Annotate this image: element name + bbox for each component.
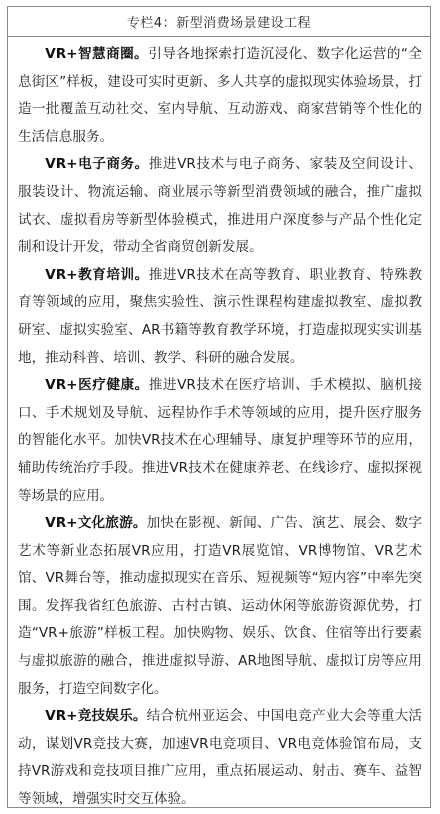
section-body: 推进VR技术与电子商务、家装及空间设计、服装设计、物流运输、商业展示等新型消费领域的融合，推广虚拟试衣、虚拟看房等新型体验模式，推进用户深度参与产品个性化定制和设计开发，带动全省商贸创新发展。 (18, 156, 422, 256)
section-body: 结合杭州亚运会、中国电竞产业大会等重大活动，谋划VR竞技大赛，加速VR电竞项目、VR电竞体验馆布局，支持VR游戏和竞技项目推广应用，重点拓展运动、射击、赛车、益智等领域，增强实时交互体验。 (18, 708, 422, 808)
section-heading: VR+智慧商圈。 (45, 46, 149, 62)
section-body: 推进VR技术在医疗培训、手术模拟、脑机接口、手术规划及导航、远程协作手术等领域的应用，提升医疗服务的智能化水平。加快VR技术在心理辅导、康复护理等环节的应用，辅助传统治疗手段。推进VR技术在健康养老、在线诊疗、虚拟探视等场景的应用。 (18, 377, 422, 504)
box-title: 专栏4：新型消费场景建设工程 (8, 7, 430, 37)
section-esports-entertainment (18, 703, 422, 813)
section-body: 加快在影视、新闻、广告、演艺、展会、数字艺术等新业态拓展VR应用，打造VR展览馆、VR博物馆、VR艺术馆、VR舞台等，推动虚拟现实在音乐、短视频等“短内容”中率先突围。发挥我省红色旅游、古村古镇、运动休闲等旅游资源优势，打造“VR+旅游”样板工程。加快购物、娱乐、饮食、住宿等出行要素与虚拟旅游的融合，推进虚拟导游、AR地图导航、虚拟订房等应用服务，打造空间数字化。 (18, 515, 422, 697)
section-heading: VR+医疗健康。 (45, 377, 149, 394)
column-box (7, 6, 431, 808)
section-smart-business-district (18, 41, 422, 151)
section-heading: VR+教育培训。 (45, 266, 149, 283)
section-healthcare (18, 372, 422, 510)
section-e-commerce (18, 151, 422, 261)
section-culture-tourism (18, 510, 422, 703)
section-heading: VR+竞技娱乐。 (45, 708, 147, 725)
section-body: 引导各地探索打造沉浸化、数字化运营的“全息街区”样板，建设可实时更新、多人共享的虚拟现实体验场景，打造一批覆盖互动社交、室内导航、互动游戏、商家营销等个性化的生活信息服务。 (18, 46, 422, 145)
section-education-training (18, 262, 422, 372)
section-heading: VR+文化旅游。 (45, 515, 147, 532)
section-heading: VR+电子商务。 (45, 156, 149, 173)
box-content (8, 37, 430, 814)
section-body: 推进VR技术在高等教育、职业教育、特殊教育等领域的应用，聚焦实验性、演示性课程构建虚拟教室、虚拟教研室、虚拟实验室、AR书籍等教育教学环境，打造虚拟现实实训基地，推动科普、培训、教学、科研的融合发展。 (18, 266, 422, 366)
